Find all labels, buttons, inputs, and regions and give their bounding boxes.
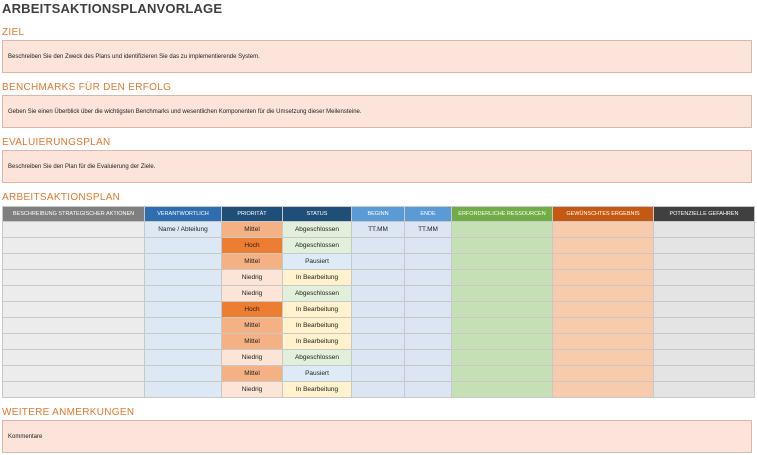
cell-outcome[interactable] [553,270,654,286]
cell-outcome[interactable] [553,238,654,254]
cell-risks[interactable] [654,334,755,350]
cell-responsible[interactable] [145,238,222,254]
cell-responsible[interactable] [145,366,222,382]
cell-begin[interactable] [352,254,405,270]
cell-outcome[interactable] [553,222,654,238]
cell-status[interactable]: In Bearbeitung [283,318,352,334]
cell-risks[interactable] [654,222,755,238]
cell-outcome[interactable] [553,334,654,350]
benchmarks-text: Geben Sie einen Überblick über die wichtigsten Benchmarks und wesentlichen Komponenten für die Umsetzung dieser Meilensteine. [8,108,362,115]
cell-description[interactable] [3,238,145,254]
cell-end[interactable] [405,270,452,286]
cell-end[interactable] [405,382,452,398]
cell-responsible[interactable] [145,334,222,350]
header-outcome: GEWÜNSCHTES ERGEBNIS [553,207,654,222]
cell-resources[interactable] [452,350,553,366]
cell-priority[interactable]: Mittel [222,366,283,382]
table-row [3,286,755,302]
cell-end[interactable] [405,334,452,350]
table-row [3,254,755,270]
cell-status[interactable]: Abgeschlossen [283,286,352,302]
cell-description[interactable] [3,286,145,302]
header-description: BESCHREIBUNG STRATEGISCHER AKTIONEN [3,207,145,222]
section-title-anmerkungen: WEITERE ANMERKUNGEN [2,407,135,418]
cell-outcome[interactable] [553,382,654,398]
cell-priority[interactable]: Niedrig [222,350,283,366]
cell-description[interactable] [3,302,145,318]
cell-outcome[interactable] [553,254,654,270]
cell-begin[interactable] [352,350,405,366]
evaluierung-text: Beschreiben Sie den Plan für die Evaluierung der Ziele. [8,163,156,170]
cell-description[interactable] [3,382,145,398]
table-row [3,238,755,254]
cell-begin[interactable] [352,382,405,398]
cell-risks[interactable] [654,286,755,302]
header-responsible: VERANTWORTLICH [145,207,222,222]
cell-end[interactable] [405,254,452,270]
cell-resources[interactable] [452,366,553,382]
cell-begin[interactable] [352,270,405,286]
cell-description[interactable] [3,222,145,238]
cell-description[interactable] [3,254,145,270]
cell-status[interactable]: Pausiert [283,254,352,270]
cell-responsible[interactable] [145,254,222,270]
cell-resources[interactable] [452,286,553,302]
cell-status[interactable]: In Bearbeitung [283,302,352,318]
cell-description[interactable] [3,270,145,286]
cell-status[interactable]: In Bearbeitung [283,382,352,398]
cell-risks[interactable] [654,238,755,254]
cell-status[interactable]: In Bearbeitung [283,270,352,286]
cell-priority[interactable]: Niedrig [222,382,283,398]
cell-priority[interactable]: Hoch [222,238,283,254]
cell-end[interactable] [405,302,452,318]
cell-priority[interactable]: Mittel [222,222,283,238]
cell-description[interactable] [3,318,145,334]
cell-responsible[interactable] [145,286,222,302]
section-title-benchmarks: BENCHMARKS FÜR DEN ERFOLG [2,82,172,93]
cell-outcome[interactable] [553,366,654,382]
table-row [3,382,755,398]
cell-resources[interactable] [452,222,553,238]
action-plan-table [2,206,755,398]
section-title-evaluierung: EVALUIERUNGSPLAN [2,137,111,148]
section-title-ziel: ZIEL [2,27,25,38]
cell-responsible[interactable]: Name / Abteilung [145,222,222,238]
cell-status[interactable]: Abgeschlossen [283,238,352,254]
table-row [3,222,755,238]
table-row [3,366,755,382]
cell-begin[interactable] [352,318,405,334]
header-resources: ERFORDERLICHE RESSOURCEN [452,207,553,222]
cell-priority[interactable]: Niedrig [222,286,283,302]
anmerkungen-box[interactable] [2,420,752,453]
cell-status[interactable]: Pausiert [283,366,352,382]
cell-begin[interactable] [352,238,405,254]
cell-risks[interactable] [654,350,755,366]
cell-resources[interactable] [452,382,553,398]
cell-description[interactable] [3,350,145,366]
cell-priority[interactable]: Mittel [222,334,283,350]
cell-begin[interactable] [352,366,405,382]
cell-outcome[interactable] [553,318,654,334]
header-begin: BEGINN [352,207,405,222]
cell-outcome[interactable] [553,350,654,366]
cell-resources[interactable] [452,318,553,334]
cell-priority[interactable]: Niedrig [222,270,283,286]
cell-begin[interactable] [352,302,405,318]
cell-status[interactable]: Abgeschlossen [283,350,352,366]
header-end: ENDE [405,207,452,222]
cell-responsible[interactable] [145,318,222,334]
cell-resources[interactable] [452,302,553,318]
cell-responsible[interactable] [145,382,222,398]
cell-end[interactable] [405,286,452,302]
cell-outcome[interactable] [553,302,654,318]
cell-end[interactable]: TT.MM [405,222,452,238]
cell-priority[interactable]: Mittel [222,254,283,270]
cell-priority[interactable]: Mittel [222,318,283,334]
cell-status[interactable]: In Bearbeitung [283,334,352,350]
ziel-text: Beschreiben Sie den Zweck des Plans und identifizieren Sie das zu implementierende System. [8,53,260,60]
benchmarks-box[interactable] [2,95,752,128]
ziel-box[interactable] [2,40,752,73]
cell-begin[interactable] [352,286,405,302]
cell-risks[interactable] [654,254,755,270]
cell-risks[interactable] [654,382,755,398]
cell-end[interactable] [405,238,452,254]
cell-outcome[interactable] [553,286,654,302]
cell-resources[interactable] [452,254,553,270]
cell-description[interactable] [3,366,145,382]
header-priority: PRIORITÄT [222,207,283,222]
evaluierung-box[interactable] [2,150,752,183]
table-row [3,318,755,334]
page-title: ARBEITSAKTIONSPLANVORLAGE [2,1,223,16]
section-title-aktionsplan: ARBEITSAKTIONSPLAN [2,192,121,203]
table-row [3,350,755,366]
cell-risks[interactable] [654,366,755,382]
cell-begin[interactable] [352,334,405,350]
cell-resources[interactable] [452,334,553,350]
cell-status[interactable]: Abgeschlossen [283,222,352,238]
cell-begin[interactable]: TT.MM [352,222,405,238]
cell-end[interactable] [405,366,452,382]
cell-end[interactable] [405,318,452,334]
cell-risks[interactable] [654,270,755,286]
cell-responsible[interactable] [145,302,222,318]
cell-responsible[interactable] [145,350,222,366]
cell-resources[interactable] [452,270,553,286]
cell-risks[interactable] [654,302,755,318]
cell-priority[interactable]: Hoch [222,302,283,318]
header-status: STATUS [283,207,352,222]
table-row [3,334,755,350]
table-row [3,270,755,286]
cell-description[interactable] [3,334,145,350]
cell-resources[interactable] [452,238,553,254]
table-row [3,302,755,318]
cell-end[interactable] [405,350,452,366]
cell-responsible[interactable] [145,270,222,286]
cell-risks[interactable] [654,318,755,334]
anmerkungen-text: Kommentare [8,433,43,440]
table-header-row [3,207,755,222]
header-risks: POTENZIELLE GEFAHREN [654,207,755,222]
